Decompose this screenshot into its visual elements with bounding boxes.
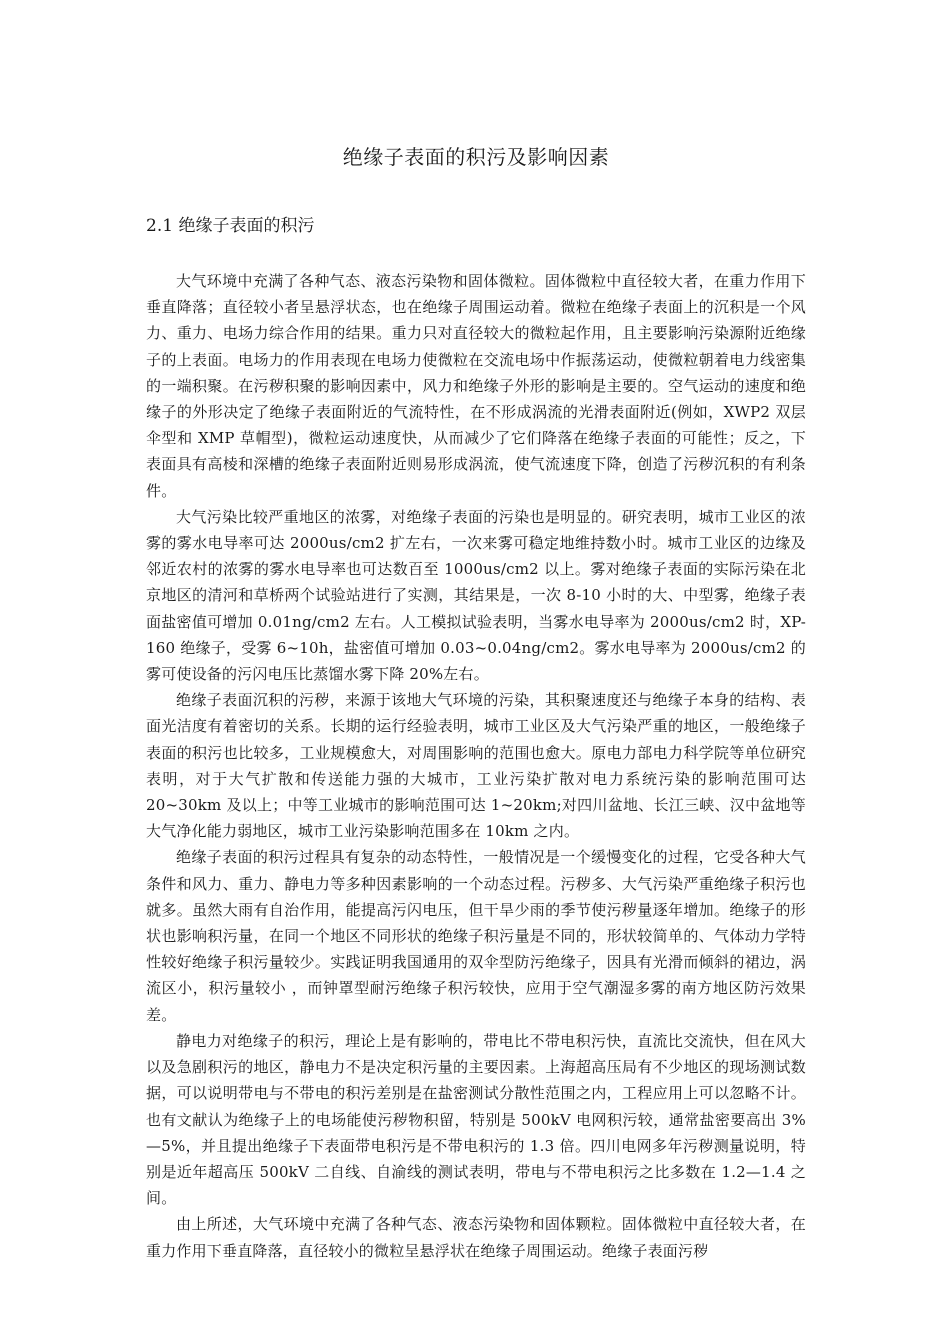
section-heading: 2.1 绝缘子表面的积污 xyxy=(146,216,315,236)
paragraph-5: 静电力对绝缘子的积污，理论上是有影响的，带电比不带电积污快，直流比交流快，但在风大以及急剧积污的地区，静电力不是决定积污量的主要因素。上海超高压局有不少地区的现场测试数据，可以说明带电与不带电的积污差别是在盐密测试分散性范围之内，工程应用上可以忽略不计。也有文献认为绝缘子上的电场能使污秽物积留，特别是 500kV 电网积污较，通常盐密要高出 3%—5%，并且提出绝缘子下表面带电积污是不带电积污的 1.3 倍。四川电网多年污秽测量说明，特别是近年超高压 500kV 二自线、自渝线的测试表明，带电与不带电积污之比多数在 1.2—1.4 之间。 xyxy=(146,1031,806,1208)
paragraph-3: 绝缘子表面沉积的污秽，来源于该地大气环境的污染，其积聚速度还与绝缘子本身的结构、表面光洁度有着密切的关系。长期的运行经验表明，城市工业区及大气污染严重的地区，一般绝缘子表面的积污也比较多，工业规模愈大，对周围影响的范围也愈大。原电力部电力科学院等单位研究表明，对于大气扩散和传送能力强的大城市，工业污染扩散对电力系统污染的影响范围可达 20~30km 及以上；中等工业城市的影响范围可达 1~20km;对四川盆地、长江三峡、汉中盆地等大气净化能力弱地区，城市工业污染影响范围多在 10km 之内。 xyxy=(146,691,806,841)
paragraph-1: 大气环境中充满了各种气态、液态污染物和固体微粒。固体微粒中直径较大者，在重力作用下垂直降落；直径较小者呈悬浮状态，也在绝缘子周围运动着。微粒在绝缘子表面上的沉积是一个风力、重力、电场力综合作用的结果。重力只对直径较大的微粒起作用，且主要影响污染源附近绝缘子的上表面。电场力的作用表现在电场力使微粒在交流电场中作振荡运动，使微粒朝着电力线密集的一端积聚。在污秽积聚的影响因素中，风力和绝缘子外形的影响是主要的。空气运动的速度和绝缘子的外形决定了绝缘子表面附近的气流特性，在不形成涡流的光滑表面附近(例如，XWP2 双层伞型和 XMP 草帽型)，微粒运动速度快，从而减少了它们降落在绝缘子表面的可能性；反之，下表面具有高棱和深槽的绝缘子表面附近则易形成涡流，使气流速度下降，创造了污秽沉积的有利条件。 xyxy=(146,272,806,500)
paragraph-6: 由上所述，大气环境中充满了各种气态、液态污染物和固体颗粒。固体微粒中直径较大者，在重力作用下垂直降落，直径较小的微粒呈悬浮状在绝缘子周围运动。绝缘子表面污秽 xyxy=(146,1215,806,1260)
paragraph-4: 绝缘子表面的积污过程具有复杂的动态特性，一般情况是一个缓慢变化的过程，它受各种大气条件和风力、重力、静电力等多种因素影响的一个动态过程。污秽多、大气污染严重绝缘子积污也就多。虽然大雨有自治作用，能提高污闪电压，但干旱少雨的季节使污秽量逐年增加。绝缘子的形状也影响积污量，在同一个地区不同形状的绝缘子积污量是不同的，形状较简单的、气体动力学特性较好绝缘子积污量较少。实践证明我国通用的双伞型防污绝缘子，因具有光滑而倾斜的裙边，涡流区小，积污量较小 ，而钟罩型耐污绝缘子积污较快，应用于空气潮湿多雾的南方地区防污效果差。 xyxy=(146,848,806,1024)
document-title: 绝缘子表面的积污及影响因素 xyxy=(342,145,610,169)
document-body xyxy=(146,268,806,1264)
paragraph-2: 大气污染比较严重地区的浓雾，对绝缘子表面的污染也是明显的。研究表明，城市工业区的浓雾的雾水电导率可达 2000us/cm2 扩左右，一次来雾可稳定地维持数小时。城市工业区的边缘及邻近农村的浓雾的雾水电导率也可达数百至 1000us/cm2 以上。雾对绝缘子表面的实际污染在北京地区的清河和草桥两个试验站进行了实测，其结果是，一次 8-10 小时的大、中型雾，绝缘子表面盐密值可增加 0.01ng/cm2 左右。人工模拟试验表明，当雾水电导率为 2000us/cm2 时，XP-160 绝缘子，受雾 6~10h，盐密值可增加 0.03~0.04ng/cm2。雾水电导率为 2000us/cm2 的雾可使设备的污闪电压比蒸馏水雾下降 20%左右。 xyxy=(146,507,806,684)
